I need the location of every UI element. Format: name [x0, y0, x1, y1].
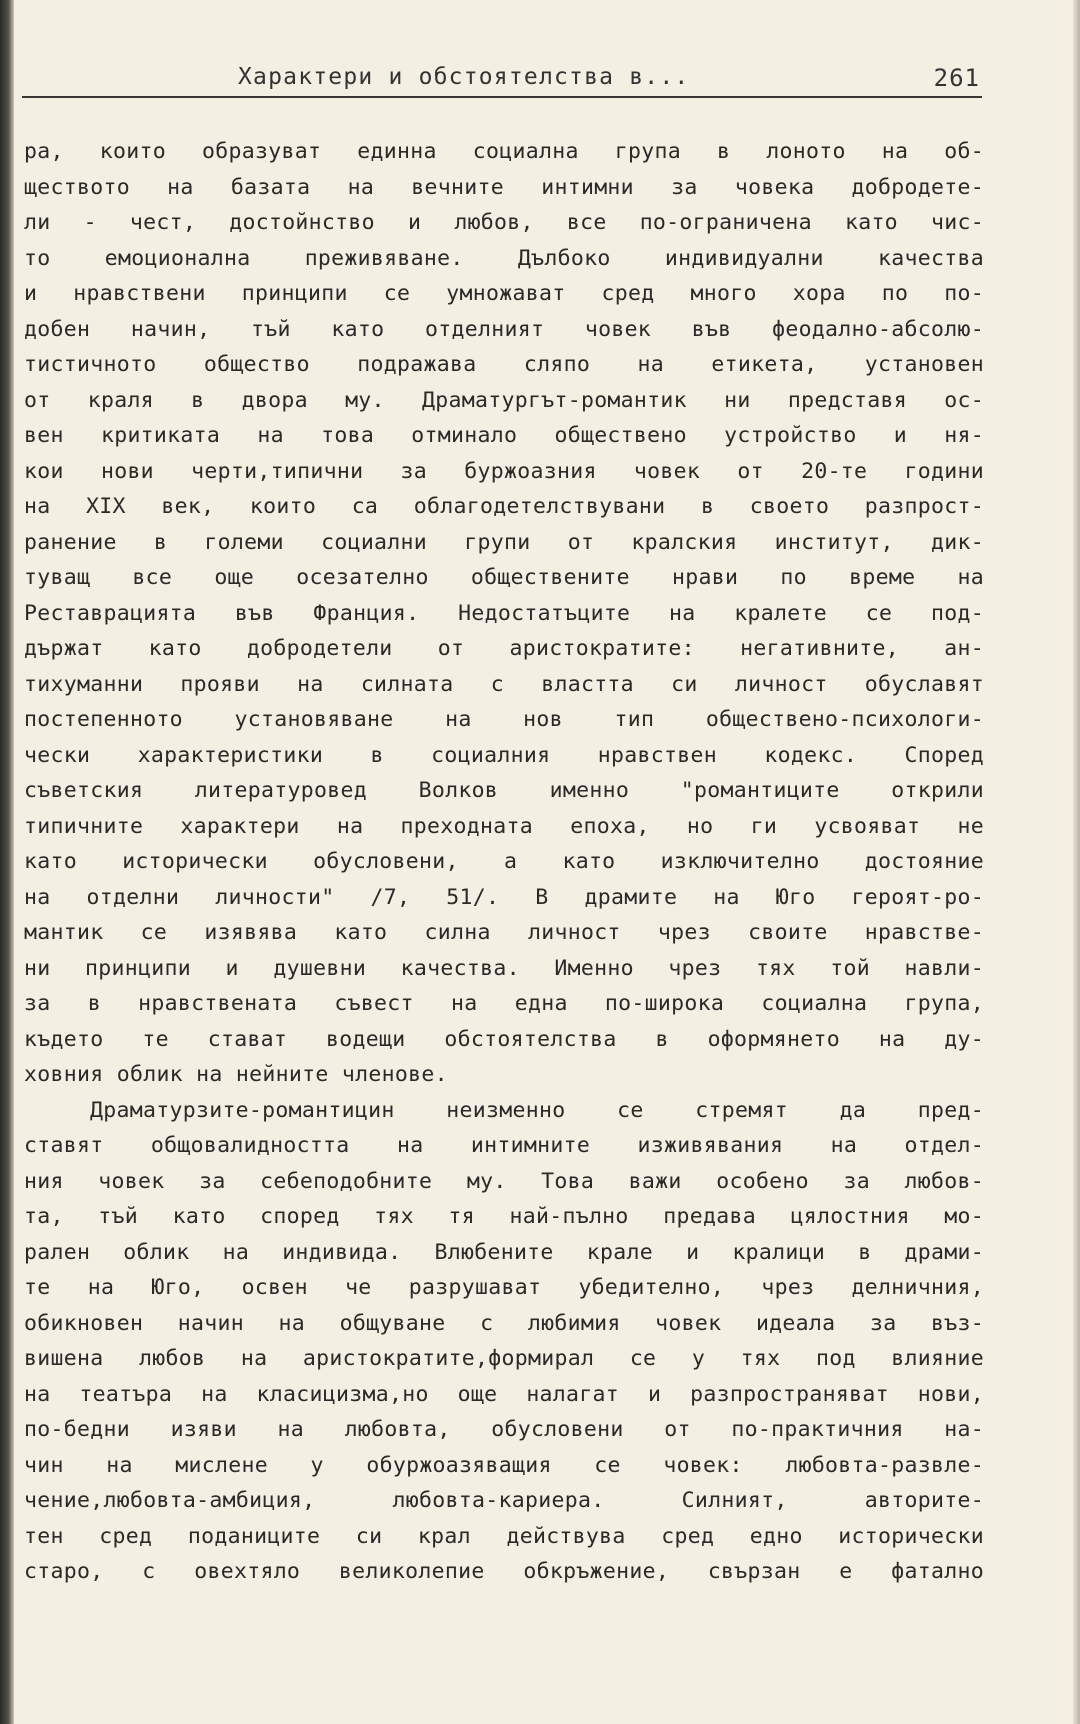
text-line: ли - чест, достойнство и любов, все по-ограничена като чис- [24, 210, 984, 235]
text-line: от краля в двора му. Драматургът-романтик ни представя ос- [24, 387, 984, 413]
text-line: типичните характери на преходната епоха, но ги усвояват не [24, 813, 984, 839]
text-line: чески характеристики в социалния нравствен кодекс. Според [24, 742, 984, 768]
text-line: ни принципи и душевни качества. Именно чрез тях той навли- [24, 955, 984, 981]
text-line: ставят общовалидността на интимните изживявания на отдел- [24, 1133, 984, 1158]
text-line: ния човек за себеподобните му. Това важи особено за любов- [24, 1168, 984, 1194]
text-line: ра, които образуват единна социална група в лоното на об- [24, 139, 984, 164]
text-line: вен критиката на това отминало обществено устройство и ня- [24, 423, 984, 448]
text-line: Драматурзите-романтицин неизменно се стремят да пред- [90, 1097, 984, 1123]
text-line: старо, с овехтяло великолепие обкръжение, свързан е фатално [24, 1559, 984, 1584]
text-line: туващ все още осезателно обществените нрави по време на [24, 565, 984, 590]
page-number: 261 [933, 64, 980, 92]
text-line: та, тъй като според тях тя най-пълно предава цялостния мо- [24, 1204, 984, 1229]
text-line: съветския литературовед Волков именно "романтиците открили [24, 778, 984, 803]
page-edge-shadow [1073, 0, 1080, 1724]
text-line: като исторически обусловени, а като изключително достояние [24, 849, 984, 874]
text-line: тен сред поданиците си крал действува сред едно исторически [24, 1523, 984, 1549]
running-header [22, 60, 982, 98]
text-line: то емоционална преживяване. Дълбоко индивидуални качества [24, 245, 984, 271]
text-line: тихуманни прояви на силната с властта си личност обуславят [24, 671, 984, 697]
text-line: обикновен начин на общуване с любимия човек идеала за въз- [24, 1310, 984, 1336]
book-spine-shadow [0, 0, 14, 1724]
text-line: те на Юго, освен че разрушават убедително, чрез делничния, [24, 1275, 984, 1300]
text-line: чение,любовта-амбиция, любовта-кариера. Силният, авторите- [24, 1488, 984, 1513]
text-line: на театъра на класицизма,но още налагат и разпространяват нови, [24, 1381, 984, 1407]
text-line: ховния облик на нейните членове. [24, 1062, 448, 1087]
paragraph-1 [24, 134, 984, 1093]
text-line: кои нови черти,типични за буржоазния човек от 20-те години [24, 458, 984, 484]
body-text [24, 134, 984, 1590]
paragraph-2 [24, 1093, 984, 1590]
text-line: държат като добродетели от аристократите: негативните, ан- [24, 636, 984, 661]
running-title: Характери и обстоятелства в... [238, 64, 690, 90]
text-line: и нравствени принципи се умножават сред много хора по по- [24, 281, 984, 306]
text-line: по-бедни изяви на любовта, обусловени от по-практичния на- [24, 1417, 984, 1442]
text-line: за в нравствената съвест на една по-широка социална група, [24, 991, 984, 1016]
text-line: на XIX век, които са облагодетелствувани в своето разпрост- [24, 494, 984, 519]
text-line: вишена любов на аристократите,формирал се у тях под влияние [24, 1346, 984, 1371]
text-line: рален облик на индивида. Влюбените крале и кралици в драми- [24, 1239, 984, 1265]
text-line: ществото на базата на вечните интимни за човека добродете- [24, 174, 984, 200]
text-line: Реставрацията във Франция. Недостатъците на кралете се под- [24, 600, 984, 626]
text-line: постепенното установяване на нов тип обществено-психологи- [24, 707, 984, 732]
text-line: на отделни личности" /7, 51/. В драмите на Юго героят-ро- [24, 884, 984, 910]
text-line: тистичното общество подражава сляпо на етикета, установен [24, 352, 984, 377]
text-line: чин на мислене у обуржоазяващия се човек: любовта-развле- [24, 1452, 984, 1478]
text-line: където те стават водещи обстоятелства в оформянето на ду- [24, 1026, 984, 1052]
text-line: мантик се изявява като силна личност чрез своите нравстве- [24, 920, 984, 945]
text-line: ранение в големи социални групи от кралския институт, дик- [24, 529, 984, 555]
text-line: добен начин, тъй като отделният човек във феодално-абсолю- [24, 316, 984, 342]
